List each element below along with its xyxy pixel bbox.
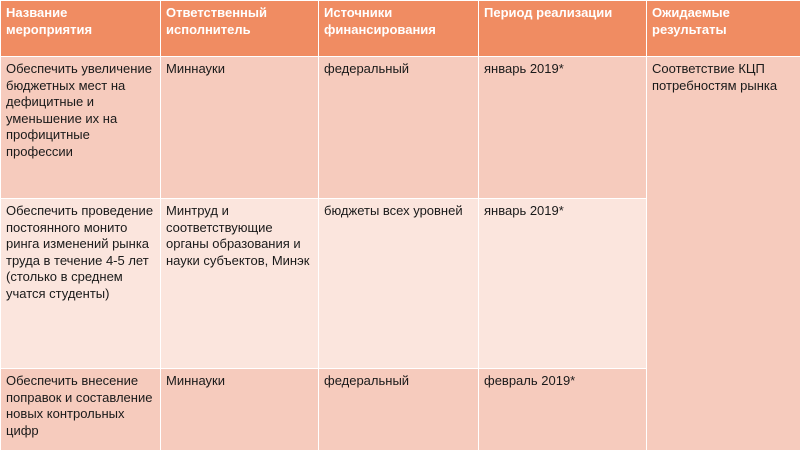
cell-period: январь 2019* — [479, 199, 647, 369]
cell-funding: федеральный — [319, 57, 479, 199]
cell-funding: федеральный — [319, 369, 479, 450]
header-row — [1, 1, 800, 57]
cell-executor: Миннауки — [161, 369, 319, 450]
column-header-results: Ожидаемые результаты — [647, 1, 800, 57]
column-header-period: Период реализации — [479, 1, 647, 57]
cell-name: Обеспечить проведение постоянного монито ринга изменений рынка труда в течение 4-5 лет (столько в среднем учатся студенты) — [1, 199, 161, 369]
cell-expected-result: Соответствие КЦП потребностям рынка — [647, 57, 800, 450]
cell-funding: бюджеты всех уровней — [319, 199, 479, 369]
cell-period: январь 2019* — [479, 57, 647, 199]
cell-name: Обеспечить внесение поправок и составление новых контрольных цифр — [1, 369, 161, 450]
column-header-funding: Источники финансирования — [319, 1, 479, 57]
column-header-executor: Ответственный исполнитель — [161, 1, 319, 57]
cell-period: февраль 2019* — [479, 369, 647, 450]
cell-name: Обеспечить увеличение бюджетных мест на дефицитные и уменьшение их на профицитные профессии — [1, 57, 161, 199]
cell-executor: Миннауки — [161, 57, 319, 199]
cell-executor: Минтруд и соответствующие органы образования и науки субъектов, Минэк — [161, 199, 319, 369]
table-row — [1, 57, 800, 199]
column-header-name: Название мероприятия — [1, 1, 161, 57]
